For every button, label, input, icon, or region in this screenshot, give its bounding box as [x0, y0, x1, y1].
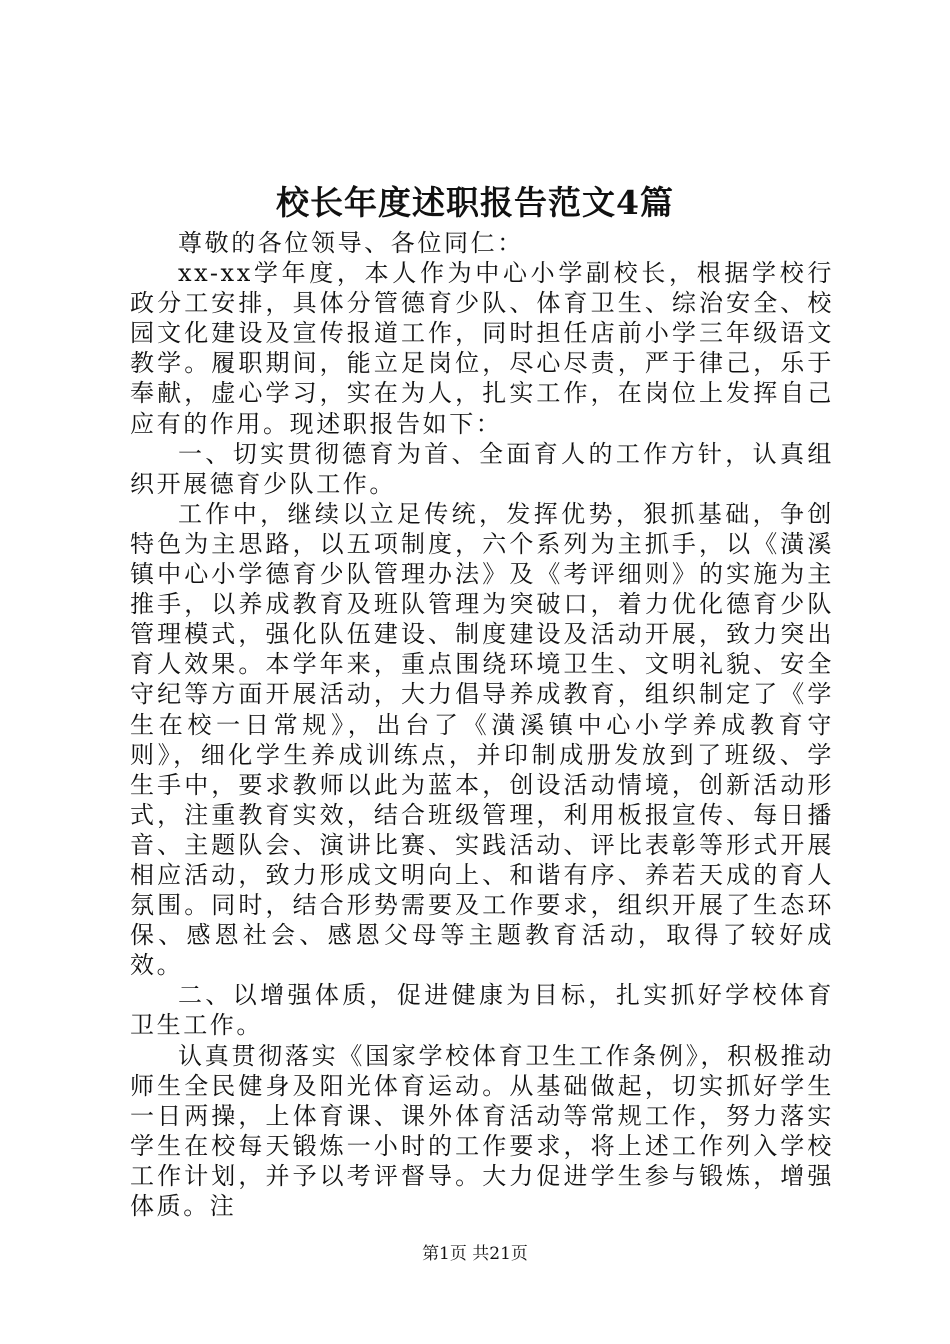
section-body-2: 认真贯彻落实《国家学校体育卫生工作条例》，积极推动师生全民健身及阳光体育运动。从基础做起，切实抓好学生一日两操，上体育课、课外体育活动等常规工作，努力落实学生在校每天锻炼一小时的工作要求，将上述工作列入学校工作计划，并予以考评督导。大力促进学生参与锻炼，增强体质。注: [130, 1041, 834, 1220]
section-heading-2: 二、以增强体质，促进健康为目标，扎实抓好学校体育卫生工作。: [130, 981, 834, 1040]
document-body: [130, 228, 834, 1221]
salutation-paragraph: 尊敬的各位领导、各位同仁：: [178, 229, 524, 257]
section-body-1: 工作中，继续以立足传统，发挥优势，狠抓基础，争创特色为主思路，以五项制度，六个系列为主抓手，以《潢溪镇中心小学德育少队管理办法》及《考评细则》的实施为主推手，以养成教育及班队管理为突破口，着力优化德育少队管理模式，强化队伍建设、制度建设及活动开展，致力突出育人效果。本学年来，重点围绕环境卫生、文明礼貌、安全守纪等方面开展活动，大力倡导养成教育，组织制定了《学生在校一日常规》，出台了《潢溪镇中心小学养成教育守则》，细化学生养成训练点，并印制成册发放到了班级、学生手中，要求教师以此为蓝本，创设活动情境，创新活动形式，注重教育实效，结合班级管理，利用板报宣传、每日播音、主题队会、演讲比赛、实践活动、评比表彰等形式开展相应活动，致力形成文明向上、和谐有序、养若天成的育人氛围。同时，结合形势需要及工作要求，组织开展了生态环保、感恩社会、感恩父母等主题教育活动，取得了较好成效。: [130, 499, 834, 980]
page-footer: 第1页 共21页: [422, 1244, 528, 1264]
intro-paragraph: xx-xx学年度，本人作为中心小学副校长，根据学校行政分工安排，具体分管德育少队、体育卫生、综治安全、校园文化建设及宣传报道工作，同时担任店前小学三年级语文教学。履职期间，能立足岗位，尽心尽责，严于律己，乐于奉献，虚心学习，实在为人，扎实工作，在岗位上发挥自己应有的作用。现述职报告如下：: [130, 259, 834, 438]
document-title: 校长年度述职报告范文4篇: [276, 183, 674, 222]
section-heading-1: 一、切实贯彻德育为首、全面育人的工作方针，认真组织开展德育少队工作。: [130, 439, 834, 498]
